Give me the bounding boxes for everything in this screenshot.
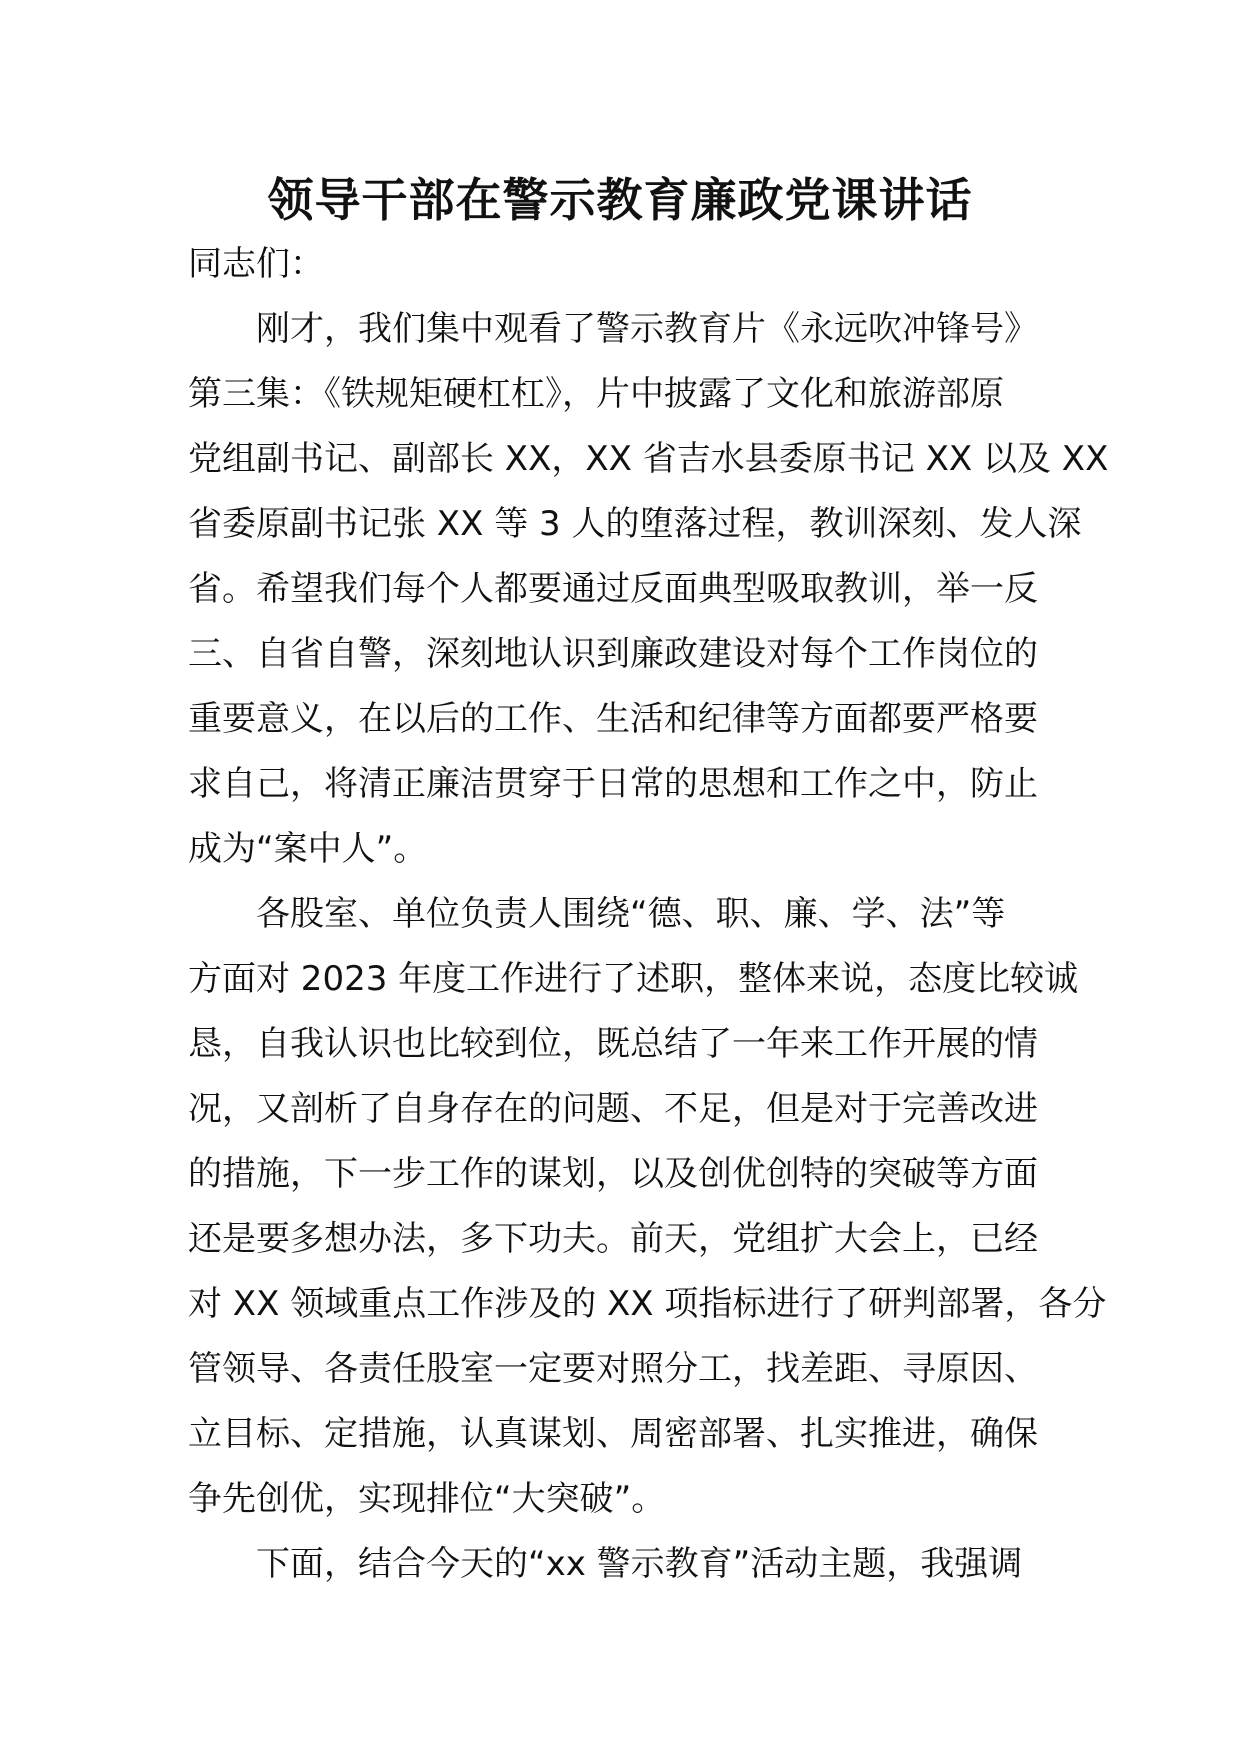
paragraph-1 [188, 297, 1109, 882]
paragraph-line: 方面对 2023 年度工作进行了述职，整体来说，态度比较诚 [188, 959, 1079, 999]
paragraph-line: 管领导、各责任股室一定要对照分工，找差距、寻原因、 [188, 1349, 1038, 1389]
paragraph-line: 省。希望我们每个人都要通过反面典型吸取教训，举一反 [188, 569, 1038, 609]
paragraph-line: 成为“案中人”。 [188, 829, 428, 869]
paragraph-line: 重要意义，在以后的工作、生活和纪律等方面都要严格要 [188, 699, 1038, 739]
paragraph-line: 各股室、单位负责人围绕“德、职、廉、学、法”等 [256, 894, 1006, 934]
paragraph-line: 下面，结合今天的“xx 警示教育”活动主题，我强调 [256, 1544, 1023, 1584]
paragraph-line: 三、自省自警，深刻地认识到廉政建设对每个工作岗位的 [188, 634, 1038, 674]
paragraph-line: 立目标、定措施，认真谋划、周密部署、扎实推进，确保 [188, 1414, 1038, 1454]
paragraph-line: 争先创优，实现排位“大突破”。 [188, 1479, 666, 1519]
paragraph-line: 况，又剖析了自身存在的问题、不足，但是对于完善改进 [188, 1089, 1038, 1129]
paragraph-2 [188, 882, 1107, 1532]
paragraph-line: 刚才，我们集中观看了警示教育片《永远吹冲锋号》 [256, 309, 1038, 349]
salutation: 同志们： [188, 244, 324, 284]
paragraph-line: 还是要多想办法，多下功夫。前天，党组扩大会上，已经 [188, 1219, 1038, 1259]
paragraph-line: 省委原副书记张 XX 等 3 人的堕落过程，教训深刻、发人深 [188, 504, 1082, 544]
paragraph-line: 求自己，将清正廉洁贯穿于日常的思想和工作之中，防止 [188, 764, 1038, 804]
paragraph-line: 第三集：《铁规矩硬杠杠》，片中披露了文化和旅游部原 [188, 374, 1004, 414]
paragraph-line: 的措施，下一步工作的谋划，以及创优创特的突破等方面 [188, 1154, 1038, 1194]
paragraph-line: 对 XX 领域重点工作涉及的 XX 项指标进行了研判部署，各分 [188, 1284, 1107, 1324]
document-title: 领导干部在警示教育廉政党课讲话 [267, 173, 973, 227]
document-body [188, 232, 1109, 1597]
paragraph-3 [188, 1532, 1058, 1597]
paragraph-line: 党组副书记、副部长 XX，XX 省吉水县委原书记 XX 以及 XX [188, 439, 1109, 479]
paragraph-line: 恳，自我认识也比较到位，既总结了一年来工作开展的情 [188, 1024, 1038, 1064]
